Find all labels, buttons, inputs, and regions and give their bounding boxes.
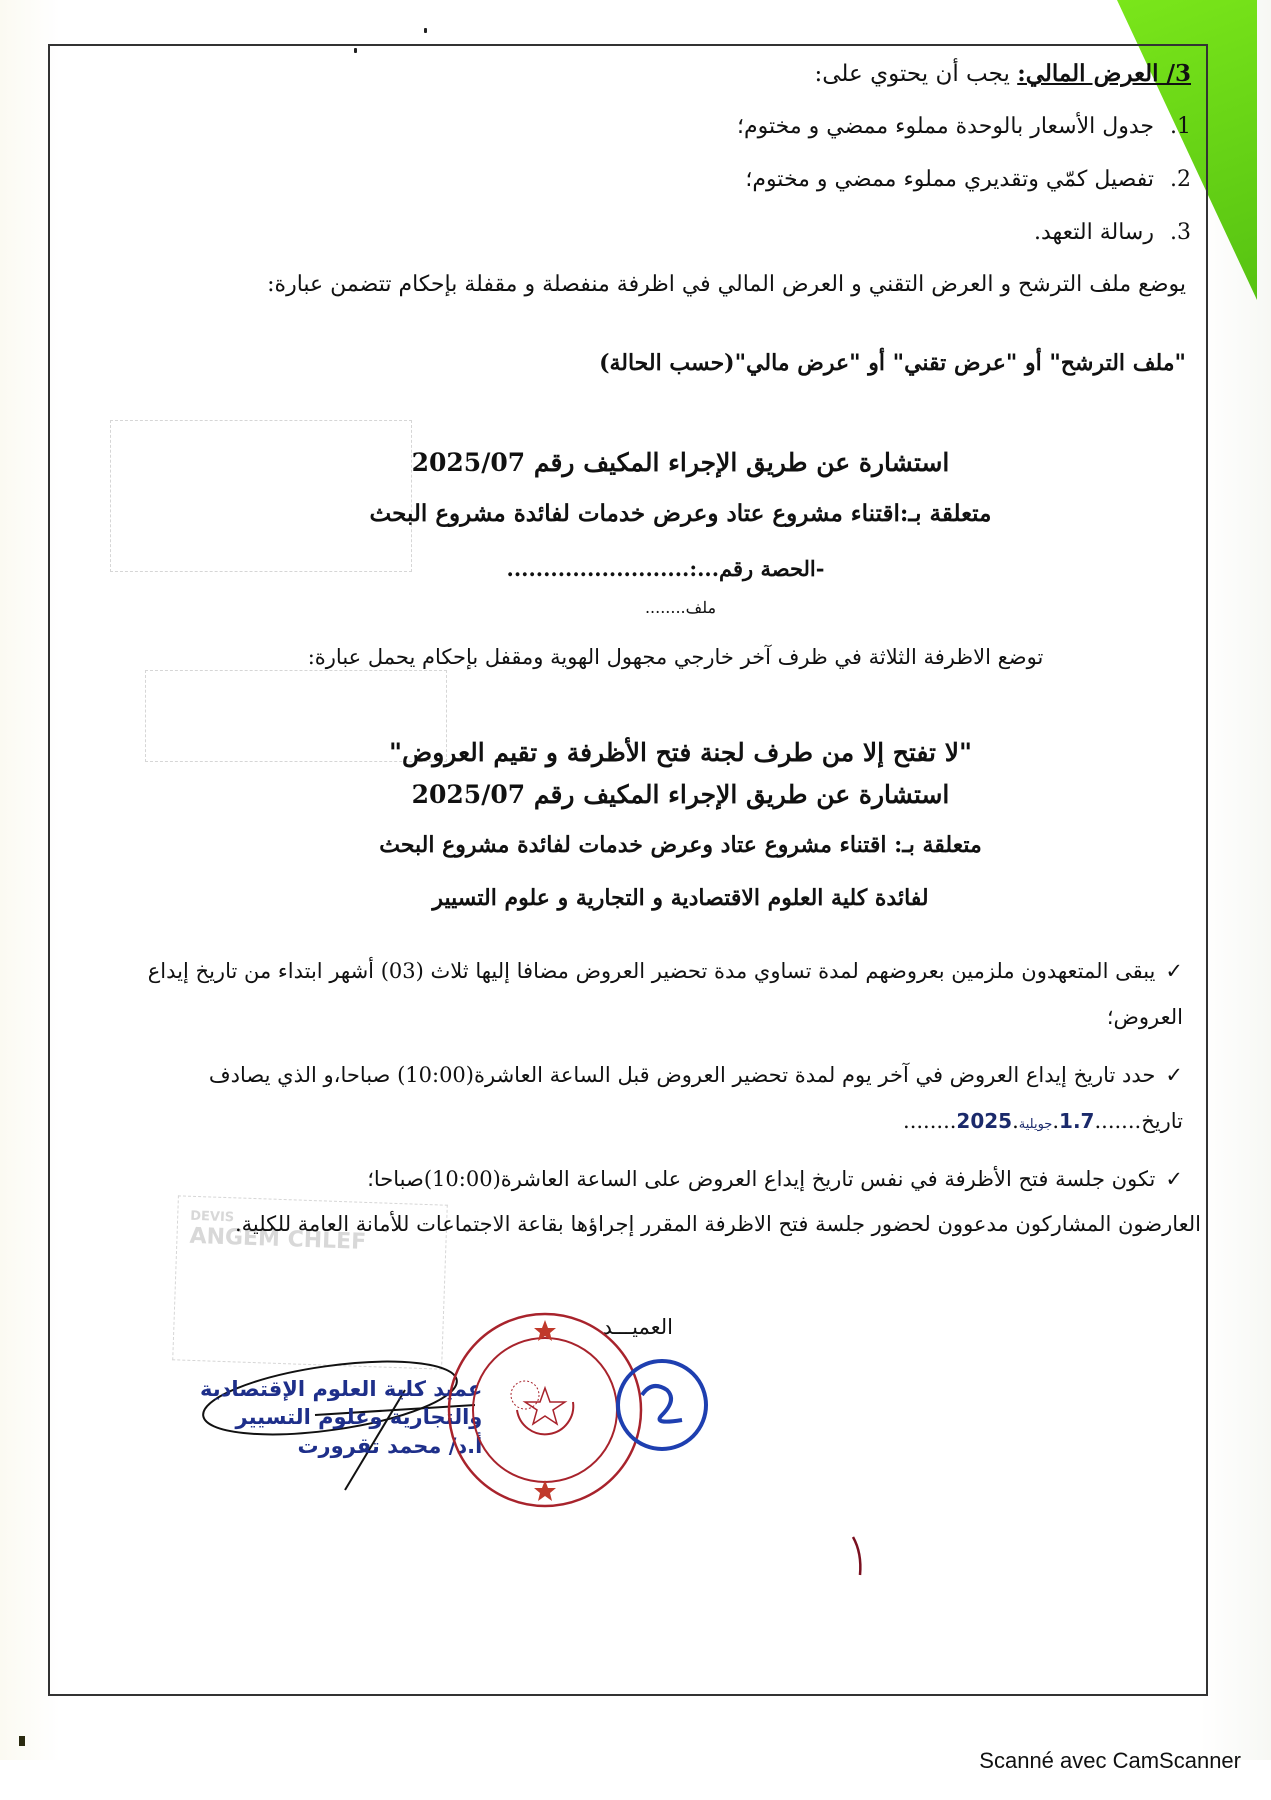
section-heading-desc: يجب أن يحتوي على: — [814, 61, 1018, 87]
deadline-year: 2025 — [956, 1109, 1013, 1134]
file-field: ملف........ — [644, 598, 717, 617]
list-text: رسالة التعهد. — [1033, 220, 1154, 245]
list-number: 1. — [1170, 114, 1191, 139]
bullet-validity — [123, 948, 1183, 1040]
section-heading-title: 3/ العرض المالي: — [1017, 60, 1191, 87]
ink-speck — [424, 28, 427, 33]
stamp-line: عميد كلية العلوم الإقتصادية — [200, 1377, 483, 1401]
dean-label: العميـــد — [602, 1315, 673, 1339]
consultation-subject: متعلقة بـ: اقتناء مشروع عتاد وعرض خدمات لفائدة مشروع البحث — [379, 832, 982, 858]
outer-envelope-instruction: توضع الاظرفة الثلاثة في ظرف آخر خارجي مجهول الهوية ومقفل بإحكام يحمل عبارة: — [307, 645, 1044, 669]
list-text: تفصيل كمّي وتقديري مملوء ممضي و مختوم؛ — [745, 167, 1154, 192]
dotted-blank: ........ — [903, 1109, 957, 1134]
faded-stamp-bleedthrough: DEVIS ANGEM CHLEF — [172, 1195, 448, 1369]
bullet-text: حدد تاريخ إيداع العروض في آخر يوم لمدة تحضير العروض قبل الساعة العاشرة(10:00) صباحا،و الذي يصادف تاريخ....... — [208, 1063, 1183, 1134]
checkmark-icon: ✓ — [1165, 959, 1183, 983]
dean-name: أ.د/ محمد تقرورت — [297, 1433, 483, 1458]
list-item — [1034, 218, 1191, 249]
envelope-instruction: يوضع ملف الترشح و العرض التقني و العرض المالي في اظرفة منفصلة و مقفلة بإحكام تتضمن عبارة: — [267, 272, 1186, 297]
ink-speck — [354, 48, 357, 53]
bullet-deadline: ✓حدد تاريخ إيداع العروض في آخر يوم لمدة تحضير العروض قبل الساعة العاشرة(10:00) صباحا،و الذي يصادف تاريخ.......1.7.جويلية.2025........ — [208, 1063, 1183, 1134]
list-text: جدول الأسعار بالوحدة مملوء ممضي و مختوم؛ — [737, 114, 1154, 139]
list-number: 3. — [1170, 220, 1191, 245]
checkmark-icon: ✓ — [1165, 1167, 1183, 1191]
dean-name-stamp — [200, 1375, 482, 1460]
bullet-text: يبقى المتعهدون ملزمين بعروضهم لمدة تساوي مدة تحضير العروض مضافا إليها ثلاث (03) أشهر ابتداء من تاريخ إيداع العروض؛ — [147, 959, 1183, 1030]
do-not-open-notice: "لا تفتح إلا من طرف لجنة فتح الأظرفة و تقيم العروض" — [388, 738, 973, 767]
beneficiary-faculty: لفائدة كلية العلوم الاقتصادية و التجارية و علوم التسيير — [432, 885, 929, 911]
lot-number-field: -الحصة رقم...:......................... — [506, 556, 825, 581]
invitation-text: العارضون المشاركون مدعوون لحضور جلسة فتح الاظرفة المقرر إجراؤها بقاعة الاجتماعات للأمانة العامة للكلية. — [234, 1212, 1201, 1236]
stamp-line: والتجارية وعلوم التسيير — [235, 1405, 483, 1430]
envelope-phrase: "ملف الترشح" أو "عرض تقني" أو "عرض مالي"(حسب الحالة) — [599, 350, 1186, 376]
blue-stamp-icon — [612, 1355, 712, 1455]
scan-artifact — [19, 1736, 25, 1746]
bullet-text: تكون جلسة فتح الأظرفة في نفس تاريخ إيداع العروض على الساعة العاشرة(10:00)صباحا؛ — [367, 1167, 1156, 1191]
handwritten-page-number — [850, 1535, 870, 1580]
consultation-subject: متعلقة بـ:اقتناء مشروع عتاد وعرض خدمات لفائدة مشروع البحث — [369, 500, 992, 527]
faded-stamp-bleedthrough — [110, 420, 412, 572]
list-number: 2. — [1170, 167, 1191, 192]
section-heading — [815, 60, 1191, 87]
camscanner-watermark: Scanné avec CamScanner — [979, 1748, 1241, 1773]
consultation-title: استشارة عن طريق الإجراء المكيف رقم 2025/07 — [411, 448, 950, 477]
deadline-day: 1.7 — [1059, 1109, 1095, 1134]
checkmark-icon: ✓ — [1165, 1063, 1183, 1087]
list-item — [737, 112, 1191, 143]
consultation-title: استشارة عن طريق الإجراء المكيف رقم 2025/07 — [411, 780, 950, 809]
bullet-opening-session — [123, 1156, 1183, 1202]
list-item — [745, 165, 1191, 196]
deadline-month: جويلية — [1018, 1117, 1053, 1133]
